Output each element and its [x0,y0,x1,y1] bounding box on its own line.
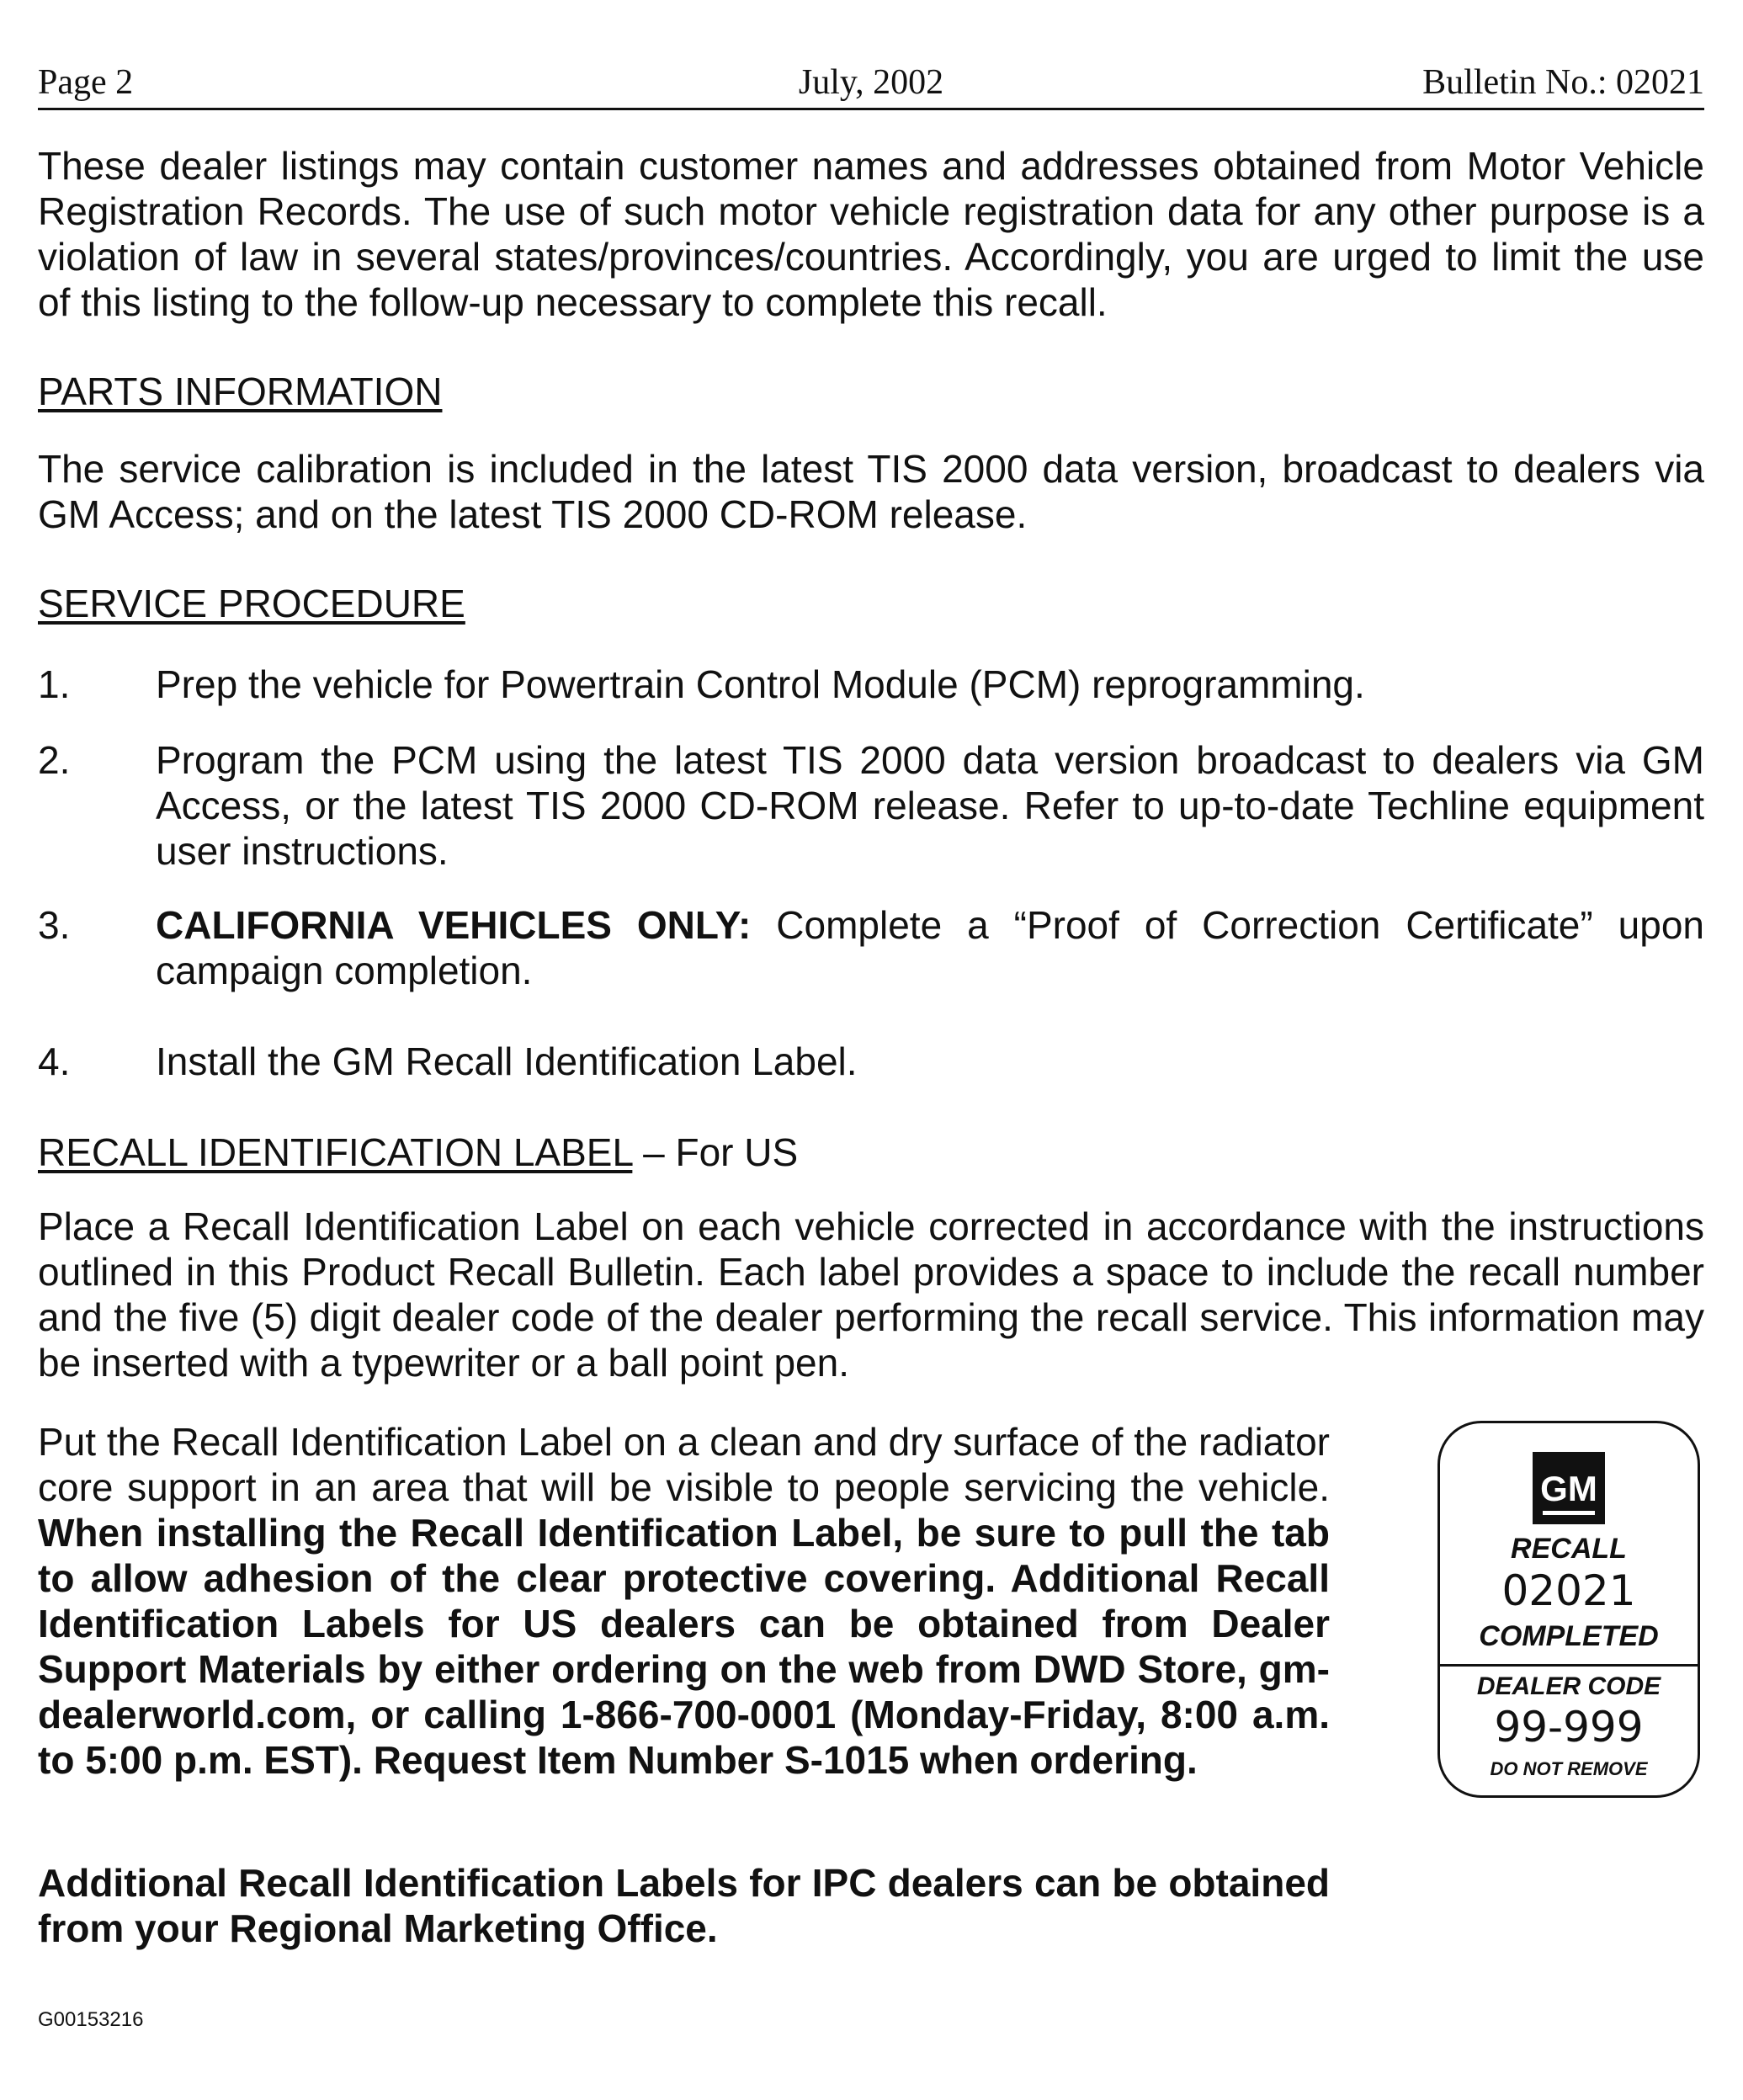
service-heading-text: SERVICE PROCEDURE [38,582,465,625]
step-number: 2. [38,738,71,782]
label-recall-text: RECALL [1511,1533,1627,1565]
label-dealer-code: 99-999 [1494,1703,1644,1752]
document-id: G00153216 [38,2008,144,2031]
intro-paragraph: These dealer listings may contain customer names and addresses obtained from Motor Vehicle Registration Records. The use of such motor vehicle registration data for any other purpose is a violation of law in several states/provinces/countries. Accordingly, you are urged to limit the use of this listing to the follow-up necessary to complete this recall. [38,144,1704,324]
page-number: Page 2 [38,63,134,102]
recall-label-heading [38,1130,798,1175]
recall-identification-label [1437,1421,1700,1798]
paragraph-plain-text: Put the Recall Identification Label on a clean and dry surface of the radiator core support in an area that will be visible to people servicing the vehicle. [38,1420,1330,1509]
parts-heading [38,369,442,414]
recall-label-heading-text: RECALL IDENTIFICATION LABEL [38,1130,633,1174]
bulletin-date: July, 2002 [798,63,944,102]
label-completed-text: COMPLETED [1479,1620,1659,1652]
step-text: Install the GM Recall Identification Label. [156,1039,858,1083]
label-divider [1440,1664,1698,1667]
parts-paragraph: The service calibration is included in the latest TIS 2000 data version, broadcast to dealers via GM Access; and on the latest TIS 2000 CD-ROM release. [38,447,1704,536]
step-bold-text: CALIFORNIA VEHICLES ONLY: [156,903,752,947]
recall-label-paragraph-3: Additional Recall Identification Labels for IPC dealers can be obtained from your Regional Marketing Office. [38,1861,1330,1950]
step-number: 4. [38,1039,71,1083]
step-number: 1. [38,662,71,706]
step-number: 3. [38,903,71,947]
gm-logo-icon [1533,1452,1605,1524]
bulletin-number: Bulletin No.: 02021 [1422,63,1704,102]
recall-label-paragraph-2 [38,1419,1330,1783]
step-text: Program the PCM using the latest TIS 2000 data version broadcast to dealers via GM Access, or the latest TIS 2000 CD-ROM release. Refer to up-to-date Techline equipment user instructions. [156,738,1704,873]
label-recall-number: 02021 [1501,1566,1636,1615]
parts-heading-text: PARTS INFORMATION [38,369,443,413]
service-heading [38,581,465,626]
recall-label-paragraph-1: Place a Recall Identification Label on each vehicle corrected in accordance with the instructions outlined in this Product Recall Bulletin. Each label provides a space to include the recall number and the five (5) digit dealer code of the dealer performing the recall service. This information may be inserted with a typewriter or a ball point pen. [38,1204,1704,1385]
paragraph-bold-text: When installing the Recall Identification Label, be sure to pull the tab to allow adhesion of the clear protective covering. Additional Recall Identification Labels for US dealers can be obtained from Dealer Support Materials by either ordering on the web from DWD Store, gm-dealerworld.com, or calling 1-866-700-0001 (Monday-Friday, 8:00 a.m. to 5:00 p.m. EST). Request Item Number S-1015 when ordering. [38,1511,1330,1782]
svg-text:GM: GM [1540,1469,1597,1508]
step-text [156,902,1704,993]
step-text: Prep the vehicle for Powertrain Control Module (PCM) reprogramming. [156,662,1365,706]
label-do-not-remove: DO NOT REMOVE [1490,1758,1648,1779]
label-dealer-code-caption: DEALER CODE [1476,1672,1661,1700]
recall-label-heading-suffix: – For US [632,1130,799,1174]
step-rest-text: Complete a “Proof of Correction Certificate” upon campaign completion. [156,903,1704,992]
page-header [38,52,1704,110]
